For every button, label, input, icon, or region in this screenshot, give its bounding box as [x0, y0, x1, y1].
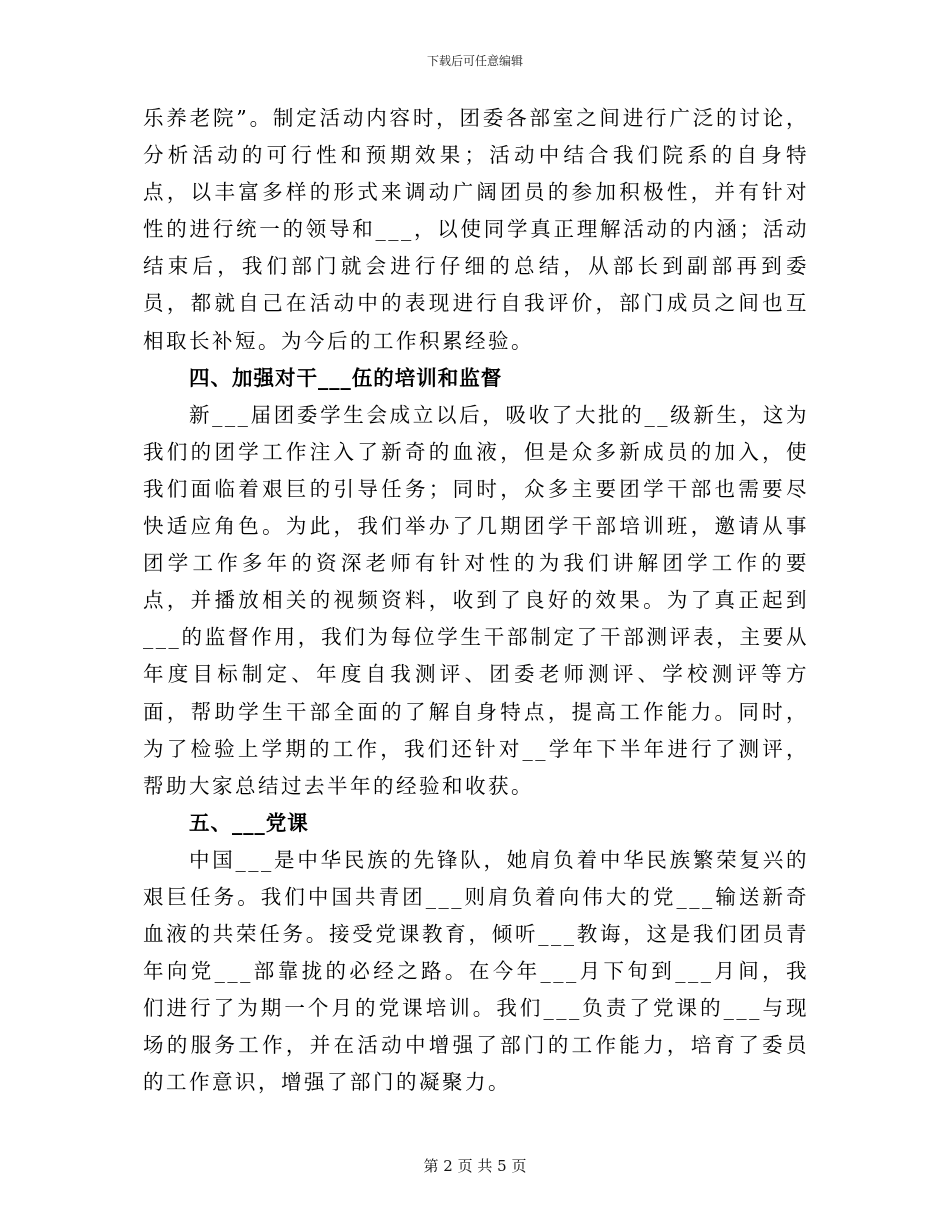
section-heading-4: 四、加强对干___伍的培训和监督	[189, 365, 503, 390]
page-footer: 第 2 页 共 5 页	[423, 1157, 527, 1175]
paragraph-continued: 乐养老院”。制定活动内容时，团委各部室之间进行广泛的讨论，分析活动的可行性和预期效果；活动中结合我们院系的自身特点，以丰富多样的形式来调动广阔团员的参加积极性，并有针对性的进行统一的领导和___，以使同学真正理解活动的内涵；活动结束后，我们部门就会进行仔细的总结，从部长到副部再到委员，都就自己在活动中的表现进行自我评价，部门成员之间也互相取长补短。为今后的工作积累经验。	[143, 106, 809, 353]
page-header: 下载后可任意编辑	[426, 54, 523, 68]
document-body	[143, 100, 809, 1102]
paragraph-section-5: 中国___是中华民族的先锋队，她肩负着中华民族繁荣复兴的艰巨任务。我们中国共青团___则肩负着向伟大的党___输送新奇血液的共荣任务。接受党课教育，倾听___教诲，这是我们团员青年向党___部靠拢的必经之路。在今年___月下旬到___月间，我们进行了为期一个月的党课培训。我们___负责了党课的___与现场的服务工作，并在活动中增强了部门的工作能力，培育了委员的工作意识，增强了部门的凝聚力。	[143, 847, 809, 1095]
section-heading-5: 五、___党课	[189, 810, 309, 835]
paragraph-section-4: 新___届团委学生会成立以后，吸收了大批的__级新生，这为我们的团学工作注入了新奇的血液，但是众多新成员的加入，使我们面临着艰巨的引导任务；同时，众多主要团学干部也需要尽快适应角色。为此，我们举办了几期团学干部培训班，邀请从事团学工作多年的资深老师有针对性的为我们讲解团学工作的要点，并播放相关的视频资料，收到了良好的效果。为了真正起到___的监督作用，我们为每位学生干部制定了干部测评表，主要从年度目标制定、年度自我测评、团委老师测评、学校测评等方面，帮助学生干部全面的了解自身特点，提高工作能力。同时，为了检验上学期的工作，我们还针对__学年下半年进行了测评，帮助大家总结过去半年的经验和收获。	[143, 402, 809, 798]
